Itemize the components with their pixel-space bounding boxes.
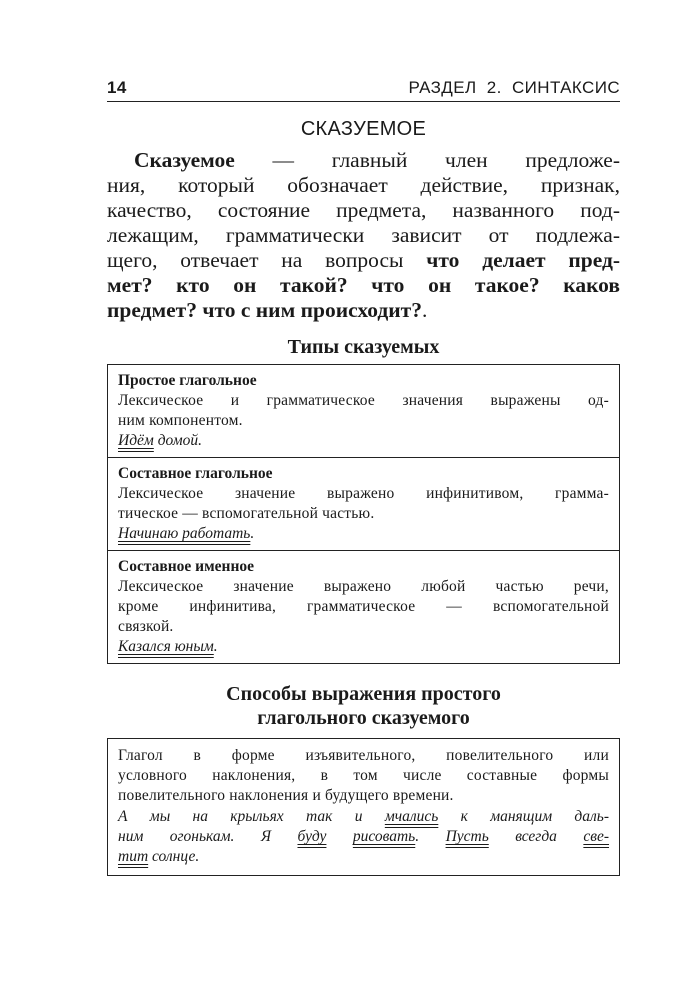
page (107, 78, 620, 876)
types-table (107, 364, 620, 664)
definition-line: ния, который обозначает действие, признак, (107, 173, 620, 197)
means-section-title: Способы выражения простого глагольного сказуемого (226, 683, 501, 729)
type-simple-verbal (108, 365, 619, 457)
type-compound-nominal (108, 550, 619, 663)
definition-line: щего, отвечает на вопросы что делает пред- (107, 248, 621, 272)
definition-term: Сказуемое (134, 148, 235, 172)
page-title: СКАЗУЕМОЕ (300, 118, 427, 140)
type-description: Лексическое значение выражено любой частью речи, кроме инфинитива, грамматическое — вспомогательной связкой. (118, 578, 609, 635)
definition-line: лежащим, грамматически зависит от подлежа- (107, 223, 620, 247)
means-example: А мы на крыльях так и мчались к манящим даль- ним огонькам. Я буду рисовать. Пусть всегда све- тит солнце. (118, 808, 610, 865)
type-name: Составное глагольное (118, 465, 273, 482)
type-name: Простое глагольное (118, 372, 257, 389)
type-name: Составное именное (118, 558, 255, 575)
type-example: Начинаю работать. (118, 525, 255, 542)
definition-line: Сказуемое — главный член предложе- (134, 148, 620, 172)
type-description: Лексическое и грамматическое значения выражены од- ним компонентом. (118, 392, 609, 429)
type-description: Лексическое значение выражено инфинитивом, грамма- тическое — вспомогательной частью. (118, 485, 609, 522)
running-head (107, 78, 620, 102)
means-box (107, 738, 620, 876)
type-example: Идём домой. (118, 432, 202, 449)
type-compound-verbal (108, 457, 619, 550)
type-example: Казался юным. (118, 638, 218, 655)
means-description: Глагол в форме изъявительного, повелительного или условного наклонения, в том числе составные формы повелительного наклонения и будущего времени. (118, 747, 609, 804)
definition-paragraph (107, 148, 620, 323)
definition-line: предмет? что с ним происходит?. (107, 298, 428, 322)
section-label: РАЗДЕЛ 2. СИНТАКСИС (408, 78, 620, 97)
types-section-title: Типы сказуемых (287, 336, 440, 358)
definition-line: качество, состояние предмета, названного под- (107, 198, 620, 222)
page-number: 14 (107, 78, 127, 97)
definition-line: мет? кто он такой? что он такое? каков (107, 273, 620, 297)
